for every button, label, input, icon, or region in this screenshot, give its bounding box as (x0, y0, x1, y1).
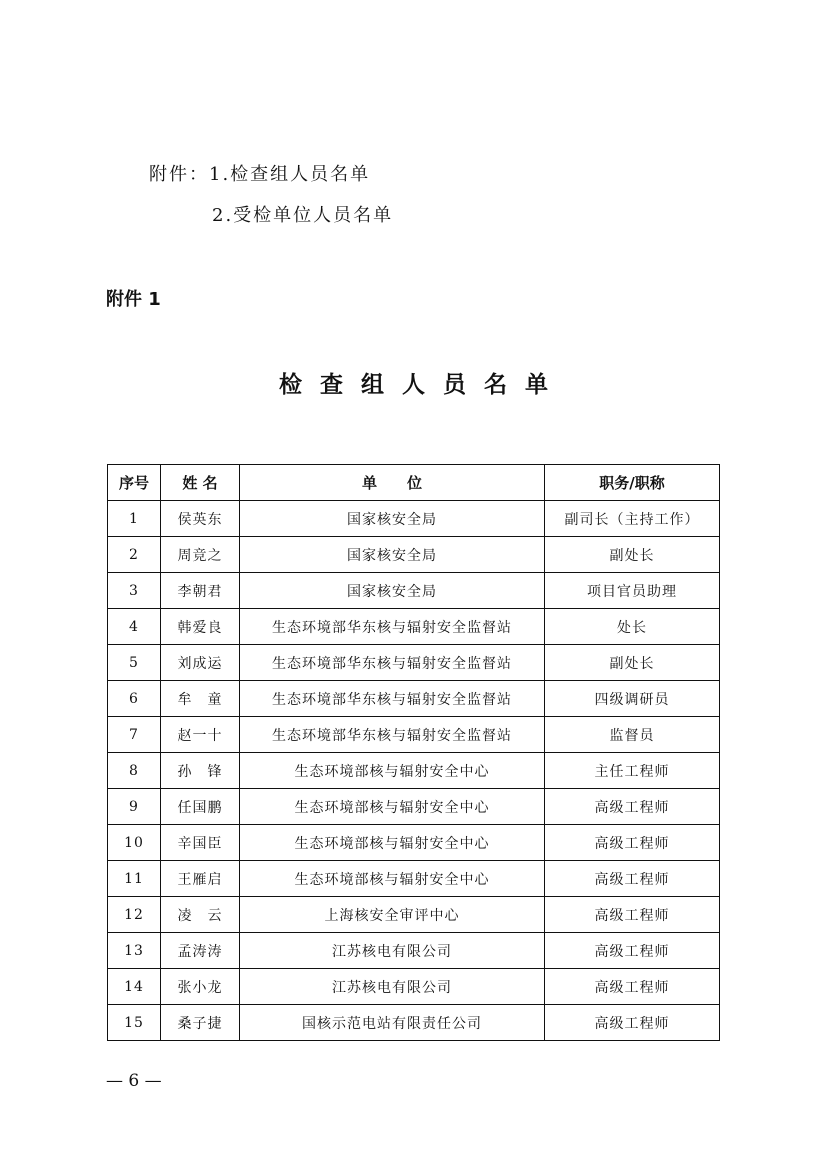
cell-unit: 生态环境部华东核与辐射安全监督站 (240, 717, 545, 753)
page-number: — 6 — (106, 1071, 162, 1091)
cell-index: 3 (108, 573, 161, 609)
cell-unit: 国核示范电站有限责任公司 (240, 1005, 545, 1041)
cell-unit: 国家核安全局 (240, 537, 545, 573)
cell-title: 高级工程师 (545, 969, 720, 1005)
cell-name: 孟涛涛 (161, 933, 240, 969)
cell-title: 四级调研员 (545, 681, 720, 717)
cell-name: 任国鹏 (161, 789, 240, 825)
cell-unit: 江苏核电有限公司 (240, 969, 545, 1005)
appendix-label: 附件 1 (106, 289, 161, 310)
cell-unit: 生态环境部华东核与辐射安全监督站 (240, 609, 545, 645)
table-row (108, 645, 720, 681)
cell-unit: 生态环境部华东核与辐射安全监督站 (240, 681, 545, 717)
cell-name: 孙 锋 (161, 753, 240, 789)
cell-index: 13 (108, 933, 161, 969)
header-name: 姓 名 (161, 465, 240, 501)
header-unit: 单 位 (240, 465, 545, 501)
table-row (108, 609, 720, 645)
cell-name: 张小龙 (161, 969, 240, 1005)
cell-name: 赵一十 (161, 717, 240, 753)
table-row (108, 789, 720, 825)
table-row (108, 1005, 720, 1041)
cell-name: 刘成运 (161, 645, 240, 681)
table-row (108, 501, 720, 537)
cell-index: 12 (108, 897, 161, 933)
cell-title: 项目官员助理 (545, 573, 720, 609)
cell-index: 5 (108, 645, 161, 681)
cell-name: 李朝君 (161, 573, 240, 609)
table-row (108, 537, 720, 573)
cell-unit: 江苏核电有限公司 (240, 933, 545, 969)
cell-unit: 生态环境部核与辐射安全中心 (240, 753, 545, 789)
cell-unit: 生态环境部核与辐射安全中心 (240, 861, 545, 897)
cell-index: 1 (108, 501, 161, 537)
cell-index: 2 (108, 537, 161, 573)
cell-unit: 生态环境部核与辐射安全中心 (240, 789, 545, 825)
cell-index: 11 (108, 861, 161, 897)
cell-index: 14 (108, 969, 161, 1005)
cell-title: 副处长 (545, 537, 720, 573)
header-title: 职务/职称 (545, 465, 720, 501)
table-row (108, 825, 720, 861)
roster-table (107, 464, 720, 1041)
cell-title: 副司长（主持工作） (545, 501, 720, 537)
table-row (108, 969, 720, 1005)
cell-name: 周竞之 (161, 537, 240, 573)
cell-title: 高级工程师 (545, 789, 720, 825)
table-body (108, 501, 720, 1041)
cell-title: 处长 (545, 609, 720, 645)
cell-name: 王雁启 (161, 861, 240, 897)
cell-name: 凌 云 (161, 897, 240, 933)
cell-title: 高级工程师 (545, 1005, 720, 1041)
cell-index: 6 (108, 681, 161, 717)
cell-name: 侯英东 (161, 501, 240, 537)
cell-index: 9 (108, 789, 161, 825)
header-index: 序号 (108, 465, 161, 501)
table-row (108, 861, 720, 897)
cell-unit: 生态环境部核与辐射安全中心 (240, 825, 545, 861)
attachment-line-2: 2.受检单位人员名单 (212, 205, 394, 226)
cell-name: 桑子捷 (161, 1005, 240, 1041)
table-row (108, 753, 720, 789)
cell-title: 高级工程师 (545, 825, 720, 861)
table-row (108, 573, 720, 609)
cell-unit: 国家核安全局 (240, 501, 545, 537)
cell-unit: 上海核安全审评中心 (240, 897, 545, 933)
table-header-row (108, 465, 720, 501)
page-title: 检查组人员名单 (279, 372, 566, 398)
cell-index: 7 (108, 717, 161, 753)
table-row (108, 717, 720, 753)
table-row (108, 933, 720, 969)
cell-title: 高级工程师 (545, 933, 720, 969)
cell-index: 10 (108, 825, 161, 861)
cell-unit: 国家核安全局 (240, 573, 545, 609)
attachment-line-1: 附件：1.检查组人员名单 (149, 164, 371, 185)
cell-title: 主任工程师 (545, 753, 720, 789)
cell-unit: 生态环境部华东核与辐射安全监督站 (240, 645, 545, 681)
cell-name: 辛国臣 (161, 825, 240, 861)
cell-title: 高级工程师 (545, 897, 720, 933)
cell-title: 高级工程师 (545, 861, 720, 897)
cell-title: 副处长 (545, 645, 720, 681)
cell-name: 牟 童 (161, 681, 240, 717)
cell-index: 8 (108, 753, 161, 789)
cell-name: 韩爱良 (161, 609, 240, 645)
table-row (108, 681, 720, 717)
cell-title: 监督员 (545, 717, 720, 753)
cell-index: 15 (108, 1005, 161, 1041)
table-row (108, 897, 720, 933)
cell-index: 4 (108, 609, 161, 645)
